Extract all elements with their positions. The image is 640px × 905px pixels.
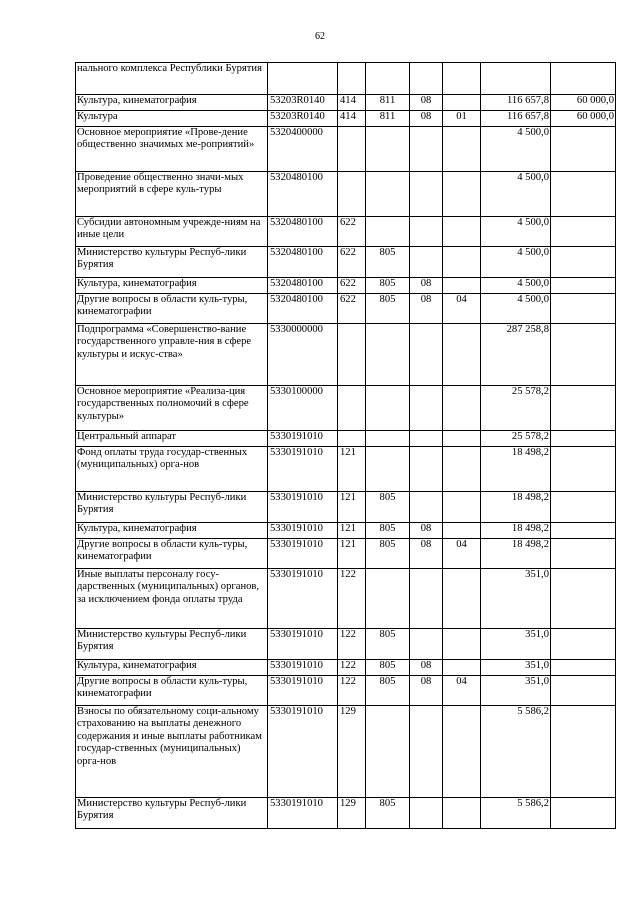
section-cell xyxy=(410,492,443,523)
item-name-cell: Основное мероприятие «Прове-дение общественно значимых ме-роприятий» xyxy=(76,127,268,172)
table-row xyxy=(76,95,616,111)
amount-secondary-cell xyxy=(551,217,616,247)
amount-cell: 4 500,0 xyxy=(481,127,551,172)
amount-secondary-cell xyxy=(551,492,616,523)
expense-type-cell: 414 xyxy=(338,111,366,127)
section-cell xyxy=(410,569,443,629)
subsection-cell xyxy=(443,217,481,247)
target-code-cell: 5320480100 xyxy=(268,278,338,294)
expense-type-cell: 622 xyxy=(338,217,366,247)
amount-secondary-cell xyxy=(551,629,616,660)
section-cell: 08 xyxy=(410,294,443,324)
ministry-code-cell xyxy=(366,386,410,431)
subsection-cell xyxy=(443,324,481,386)
table-row xyxy=(76,111,616,127)
table-row xyxy=(76,431,616,447)
item-name-cell: Проведение общественно значи-мых мероприятий в сфере куль-туры xyxy=(76,172,268,217)
amount-cell: 5 586,2 xyxy=(481,706,551,798)
amount-secondary-cell xyxy=(551,294,616,324)
item-name-cell: Иные выплаты персоналу госу-дарственных (муниципальных) органов, за исключением фонда оплаты труда xyxy=(76,569,268,629)
amount-cell: 5 586,2 xyxy=(481,798,551,829)
subsection-cell xyxy=(443,660,481,676)
section-cell: 08 xyxy=(410,676,443,706)
subsection-cell xyxy=(443,63,481,95)
expense-type-cell: 122 xyxy=(338,629,366,660)
ministry-code-cell: 805 xyxy=(366,247,410,278)
target-code-cell: 5330191010 xyxy=(268,569,338,629)
target-code-cell: 5320400000 xyxy=(268,127,338,172)
section-cell xyxy=(410,324,443,386)
section-cell xyxy=(410,447,443,492)
subsection-cell xyxy=(443,523,481,539)
expense-type-cell: 622 xyxy=(338,278,366,294)
subsection-cell xyxy=(443,629,481,660)
expense-type-cell: 121 xyxy=(338,447,366,492)
section-cell xyxy=(410,247,443,278)
subsection-cell: 04 xyxy=(443,676,481,706)
table-row xyxy=(76,63,616,95)
table-row xyxy=(76,660,616,676)
ministry-code-cell xyxy=(366,217,410,247)
expense-type-cell: 122 xyxy=(338,569,366,629)
subsection-cell xyxy=(443,247,481,278)
table-row xyxy=(76,127,616,172)
table-row xyxy=(76,569,616,629)
ministry-code-cell xyxy=(366,447,410,492)
amount-cell: 4 500,0 xyxy=(481,247,551,278)
amount-cell: 18 498,2 xyxy=(481,539,551,569)
target-code-cell: 5330191010 xyxy=(268,447,338,492)
table-row xyxy=(76,172,616,217)
amount-secondary-cell xyxy=(551,660,616,676)
item-name-cell: Культура, кинематография xyxy=(76,95,268,111)
subsection-cell xyxy=(443,492,481,523)
target-code-cell: 5330191010 xyxy=(268,798,338,829)
amount-cell: 351,0 xyxy=(481,660,551,676)
subsection-cell xyxy=(443,172,481,217)
expense-type-cell: 121 xyxy=(338,523,366,539)
table-row xyxy=(76,629,616,660)
table-body xyxy=(76,63,616,829)
subsection-cell: 01 xyxy=(443,111,481,127)
section-cell xyxy=(410,706,443,798)
section-cell xyxy=(410,629,443,660)
section-cell xyxy=(410,63,443,95)
expense-type-cell xyxy=(338,324,366,386)
table-row xyxy=(76,798,616,829)
ministry-code-cell: 805 xyxy=(366,492,410,523)
amount-cell: 4 500,0 xyxy=(481,278,551,294)
amount-cell: 18 498,2 xyxy=(481,492,551,523)
expense-type-cell xyxy=(338,172,366,217)
item-name-cell: Центральный аппарат xyxy=(76,431,268,447)
expense-type-cell xyxy=(338,431,366,447)
ministry-code-cell xyxy=(366,324,410,386)
subsection-cell xyxy=(443,447,481,492)
target-code-cell: 5320480100 xyxy=(268,172,338,217)
amount-cell xyxy=(481,63,551,95)
expense-type-cell: 414 xyxy=(338,95,366,111)
amount-secondary-cell xyxy=(551,247,616,278)
ministry-code-cell: 811 xyxy=(366,111,410,127)
expense-type-cell xyxy=(338,127,366,172)
item-name-cell: Министерство культуры Респуб-лики Бурятия xyxy=(76,247,268,278)
item-name-cell: Культура, кинематография xyxy=(76,660,268,676)
item-name-cell: Культура xyxy=(76,111,268,127)
section-cell xyxy=(410,217,443,247)
subsection-cell xyxy=(443,127,481,172)
item-name-cell: Министерство культуры Респуб-лики Бурятия xyxy=(76,492,268,523)
table-row xyxy=(76,247,616,278)
amount-secondary-cell xyxy=(551,63,616,95)
amount-secondary-cell xyxy=(551,172,616,217)
table-row xyxy=(76,217,616,247)
section-cell xyxy=(410,431,443,447)
section-cell: 08 xyxy=(410,539,443,569)
item-name-cell: Субсидии автономным учрежде-ниям на иные цели xyxy=(76,217,268,247)
ministry-code-cell: 805 xyxy=(366,278,410,294)
item-name-cell: Министерство культуры Респуб-лики Бурятия xyxy=(76,798,268,829)
target-code-cell: 5330191010 xyxy=(268,676,338,706)
amount-cell: 18 498,2 xyxy=(481,447,551,492)
target-code-cell: 5330191010 xyxy=(268,523,338,539)
amount-cell: 351,0 xyxy=(481,569,551,629)
target-code-cell: 5330191010 xyxy=(268,629,338,660)
amount-secondary-cell xyxy=(551,523,616,539)
section-cell xyxy=(410,172,443,217)
expense-type-cell: 622 xyxy=(338,294,366,324)
budget-table xyxy=(75,62,616,829)
amount-secondary-cell xyxy=(551,386,616,431)
section-cell: 08 xyxy=(410,278,443,294)
item-name-cell: Культура, кинематография xyxy=(76,523,268,539)
ministry-code-cell: 805 xyxy=(366,523,410,539)
target-code-cell: 5330191010 xyxy=(268,706,338,798)
table-row xyxy=(76,324,616,386)
ministry-code-cell: 805 xyxy=(366,676,410,706)
section-cell xyxy=(410,127,443,172)
expense-type-cell xyxy=(338,63,366,95)
section-cell: 08 xyxy=(410,660,443,676)
amount-cell: 287 258,8 xyxy=(481,324,551,386)
amount-secondary-cell xyxy=(551,798,616,829)
item-name-cell: нального комплекса Республики Бурятия xyxy=(76,63,268,95)
section-cell xyxy=(410,386,443,431)
item-name-cell: Другие вопросы в области куль-туры, кинематографии xyxy=(76,294,268,324)
target-code-cell: 5330191010 xyxy=(268,660,338,676)
table-row xyxy=(76,676,616,706)
ministry-code-cell: 805 xyxy=(366,798,410,829)
target-code-cell: 5330100000 xyxy=(268,386,338,431)
item-name-cell: Взносы по обязательному соци-альному страхованию на выплаты денежного содержания и иные выплаты работникам государ-ственных (муниципальных) орга-нов xyxy=(76,706,268,798)
item-name-cell: Основное мероприятие «Реализа-ция государственных полномочий в сфере культуры» xyxy=(76,386,268,431)
section-cell: 08 xyxy=(410,111,443,127)
amount-cell: 25 578,2 xyxy=(481,431,551,447)
amount-cell: 4 500,0 xyxy=(481,217,551,247)
amount-cell: 4 500,0 xyxy=(481,294,551,324)
target-code-cell: 5320480100 xyxy=(268,294,338,324)
target-code-cell xyxy=(268,63,338,95)
table-row xyxy=(76,523,616,539)
ministry-code-cell xyxy=(366,569,410,629)
amount-secondary-cell xyxy=(551,569,616,629)
amount-cell: 4 500,0 xyxy=(481,172,551,217)
amount-cell: 351,0 xyxy=(481,629,551,660)
section-cell: 08 xyxy=(410,95,443,111)
target-code-cell: 5330191010 xyxy=(268,539,338,569)
target-code-cell: 5320480100 xyxy=(268,217,338,247)
subsection-cell xyxy=(443,386,481,431)
section-cell xyxy=(410,798,443,829)
subsection-cell xyxy=(443,706,481,798)
subsection-cell: 04 xyxy=(443,294,481,324)
ministry-code-cell xyxy=(366,172,410,217)
page-number: 62 xyxy=(315,31,325,42)
table-row xyxy=(76,539,616,569)
ministry-code-cell: 811 xyxy=(366,95,410,111)
target-code-cell: 53203R0140 xyxy=(268,95,338,111)
amount-secondary-cell xyxy=(551,676,616,706)
amount-cell: 18 498,2 xyxy=(481,523,551,539)
amount-secondary-cell xyxy=(551,278,616,294)
target-code-cell: 5330191010 xyxy=(268,431,338,447)
subsection-cell xyxy=(443,798,481,829)
expense-type-cell xyxy=(338,386,366,431)
ministry-code-cell xyxy=(366,431,410,447)
amount-secondary-cell xyxy=(551,539,616,569)
target-code-cell: 5330000000 xyxy=(268,324,338,386)
subsection-cell xyxy=(443,278,481,294)
table-row xyxy=(76,294,616,324)
table-row xyxy=(76,386,616,431)
subsection-cell xyxy=(443,569,481,629)
amount-secondary-cell xyxy=(551,706,616,798)
amount-secondary-cell xyxy=(551,127,616,172)
ministry-code-cell xyxy=(366,706,410,798)
amount-secondary-cell: 60 000,0 xyxy=(551,111,616,127)
amount-secondary-cell: 60 000,0 xyxy=(551,95,616,111)
ministry-code-cell: 805 xyxy=(366,294,410,324)
ministry-code-cell: 805 xyxy=(366,660,410,676)
item-name-cell: Культура, кинематография xyxy=(76,278,268,294)
ministry-code-cell xyxy=(366,127,410,172)
amount-cell: 25 578,2 xyxy=(481,386,551,431)
amount-secondary-cell xyxy=(551,324,616,386)
ministry-code-cell xyxy=(366,63,410,95)
expense-type-cell: 129 xyxy=(338,706,366,798)
section-cell: 08 xyxy=(410,523,443,539)
ministry-code-cell: 805 xyxy=(366,539,410,569)
amount-cell: 116 657,8 xyxy=(481,95,551,111)
target-code-cell: 5330191010 xyxy=(268,492,338,523)
target-code-cell: 53203R0140 xyxy=(268,111,338,127)
subsection-cell xyxy=(443,431,481,447)
subsection-cell: 04 xyxy=(443,539,481,569)
table-row xyxy=(76,447,616,492)
expense-type-cell: 121 xyxy=(338,492,366,523)
expense-type-cell: 622 xyxy=(338,247,366,278)
item-name-cell: Фонд оплаты труда государ-ственных (муниципальных) орга-нов xyxy=(76,447,268,492)
ministry-code-cell: 805 xyxy=(366,629,410,660)
item-name-cell: Другие вопросы в области куль-туры, кинематографии xyxy=(76,676,268,706)
expense-type-cell: 122 xyxy=(338,676,366,706)
table-row xyxy=(76,492,616,523)
expense-type-cell: 122 xyxy=(338,660,366,676)
expense-type-cell: 129 xyxy=(338,798,366,829)
expense-type-cell: 121 xyxy=(338,539,366,569)
item-name-cell: Министерство культуры Респуб-лики Бурятия xyxy=(76,629,268,660)
item-name-cell: Другие вопросы в области куль-туры, кинематографии xyxy=(76,539,268,569)
target-code-cell: 5320480100 xyxy=(268,247,338,278)
table-row xyxy=(76,278,616,294)
amount-secondary-cell xyxy=(551,447,616,492)
amount-cell: 116 657,8 xyxy=(481,111,551,127)
amount-secondary-cell xyxy=(551,431,616,447)
amount-cell: 351,0 xyxy=(481,676,551,706)
item-name-cell: Подпрограмма «Совершенство-вание государственного управле-ния в сфере культуры и искус-ства» xyxy=(76,324,268,386)
table-row xyxy=(76,706,616,798)
subsection-cell xyxy=(443,95,481,111)
